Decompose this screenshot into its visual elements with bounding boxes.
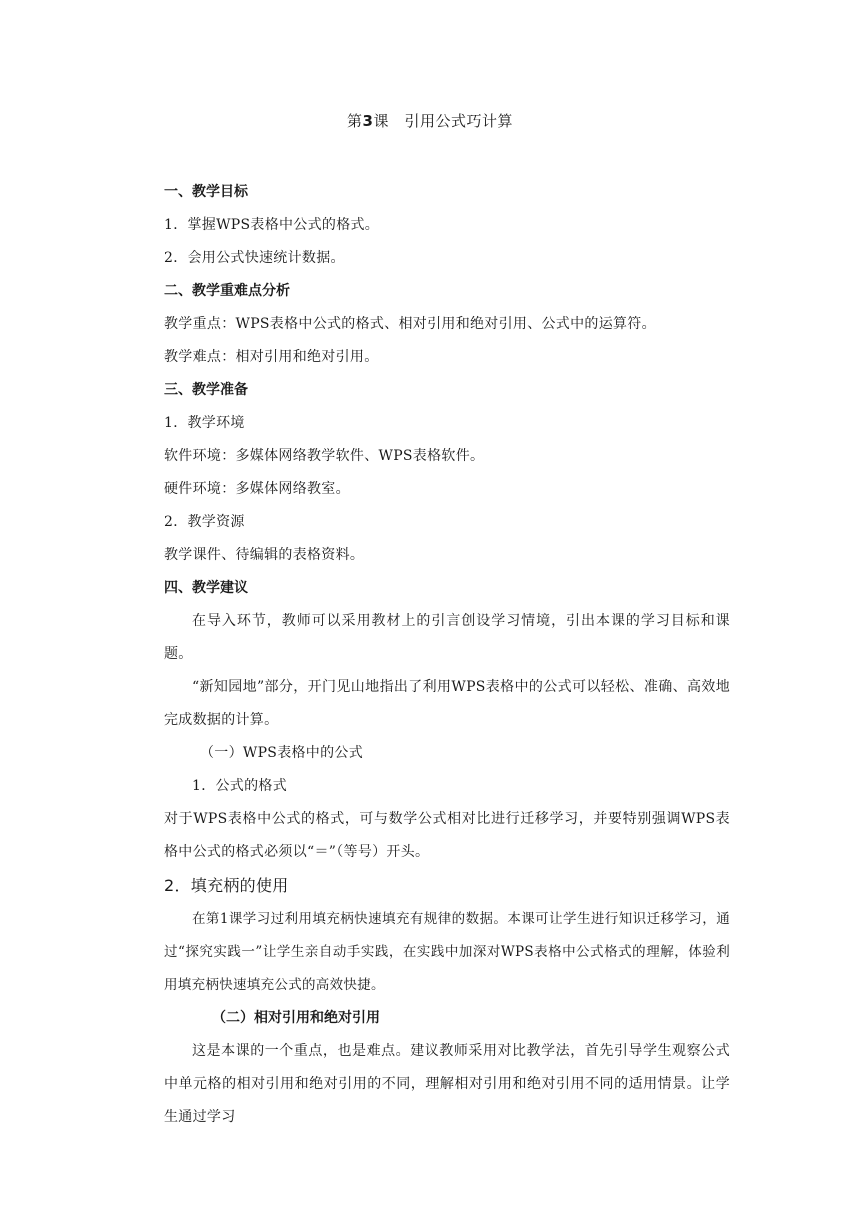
paragraph: 教学重点：WPS表格中公式的格式、相对引用和绝对引用、公式中的运算符。 [164, 316, 656, 332]
paragraph: 2．填充柄的使用 [164, 876, 289, 895]
section-heading-goals: 一、教学目标 [164, 184, 248, 200]
paragraph: 教学难点：相对引用和绝对引用。 [164, 349, 379, 365]
paragraph: （一）WPS表格中的公式 [200, 745, 363, 761]
page-title [0, 110, 860, 132]
title-prefix: 第 [347, 112, 363, 130]
paragraph: 1．教学环境 [164, 415, 245, 431]
paragraph: 对于WPS表格中公式的格式，可与数学公式相对比进行迁移学习，并要特别强调WPS表格中公式的格式必须以“＝”（等号）开头。 [164, 811, 730, 860]
section-heading-suggestions: 四、教学建议 [164, 580, 248, 596]
paragraph: 2．教学资源 [164, 514, 245, 530]
paragraph: 这是本课的一个重点，也是难点。建议教师采用对比教学法，首先引导学生观察公式中单元格的相对引用和绝对引用的不同，理解相对引用和绝对引用不同的适用情景。让学生通过学习 [164, 1043, 730, 1125]
paragraph: 1．公式的格式 [192, 778, 288, 794]
title-number: 3 [362, 112, 374, 130]
paragraph: 在第1课学习过利用填充柄快速填充有规律的数据。本课可让学生进行知识迁移学习，通过“探究实践一”让学生亲自动手实践，在实践中加深对WPS表格中公式格式的理解，体验利用填充柄快速填充公式的高效快捷。 [164, 911, 730, 993]
section-heading-preparation: 三、教学准备 [164, 382, 248, 398]
paragraph: 硬件环境：多媒体网络教室。 [164, 481, 350, 497]
section-heading-references: （二）相对引用和绝对引用 [212, 1010, 380, 1026]
paragraph: “新知园地”部分，开门见山地指出了利用WPS表格中的公式可以轻松、准确、高效地完成数据的计算。 [164, 679, 730, 728]
document-body [124, 176, 730, 1134]
section-heading-key-points: 二、教学重难点分析 [164, 283, 290, 299]
paragraph: 教学课件、待编辑的表格资料。 [164, 547, 365, 563]
title-text: 课 引用公式巧计算 [373, 112, 513, 130]
paragraph: 2．会用公式快速统计数据。 [164, 250, 345, 266]
paragraph: 软件环境：多媒体网络教学软件、WPS表格软件。 [164, 448, 485, 464]
paragraph: 1．掌握WPS表格中公式的格式。 [164, 217, 380, 233]
paragraph: 在导入环节，教师可以采用教材上的引言创设学习情境，引出本课的学习目标和课题。 [164, 613, 730, 662]
